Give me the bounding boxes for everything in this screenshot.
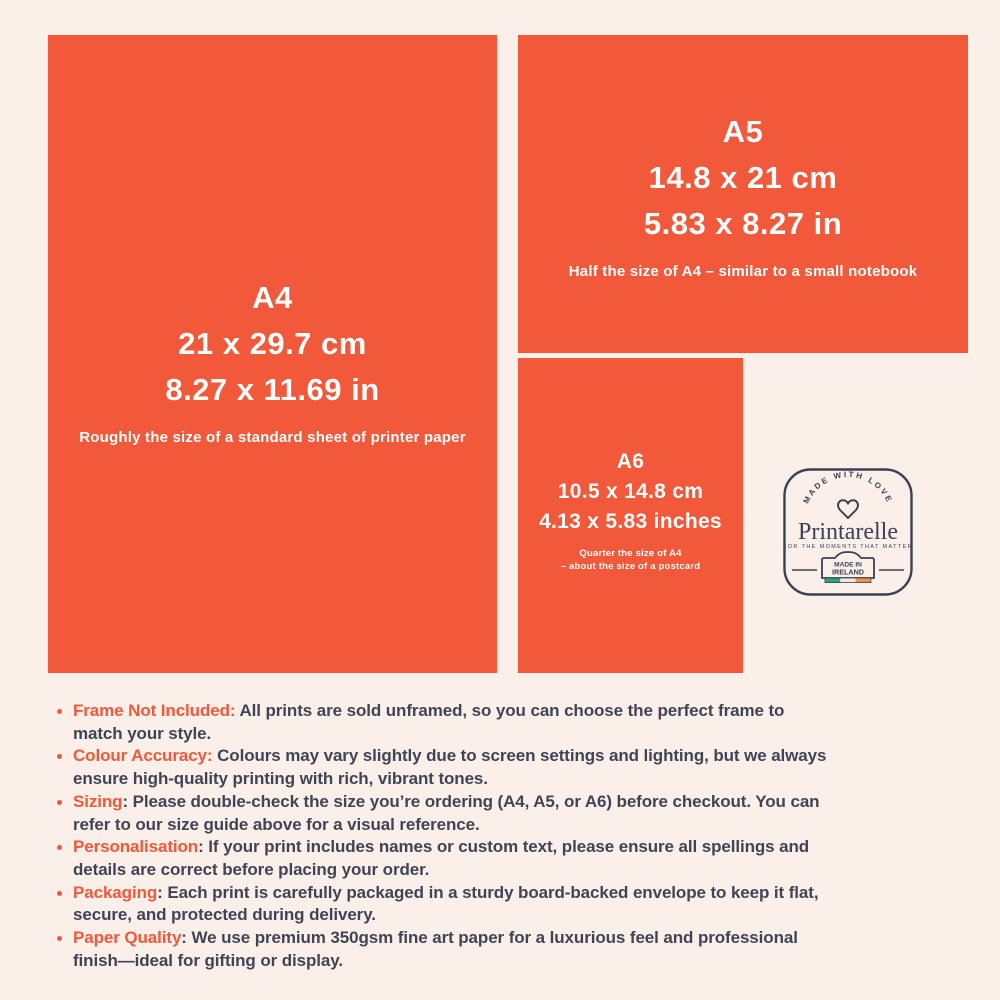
- note-label: Frame Not Included:: [73, 701, 236, 720]
- note-paper-quality: [48, 927, 836, 972]
- a5-dimensions-cm: 14.8 x 21 cm: [648, 159, 838, 195]
- note-sizing: [48, 791, 836, 836]
- logo-tagline: FOR THE MOMENTS THAT MATTER: [783, 544, 913, 550]
- bullet-icon: [57, 891, 62, 896]
- size-card-a6: [518, 358, 743, 673]
- note-body: : Please double-check the size you’re ordering (A4, A5, or A6) before checkout. You can refer to our size guide above for a visual reference.: [73, 791, 820, 834]
- logo-brand-name: Printarelle: [798, 519, 898, 545]
- note-label: Packaging: [73, 882, 158, 902]
- note-body: : If your print includes names or custom text, please ensure all spellings and details are correct before placing your order.: [73, 837, 810, 879]
- note-packaging: [48, 882, 836, 927]
- product-notes-list: [48, 700, 836, 972]
- heart-outline-icon: [838, 500, 858, 518]
- a5-dimensions-in: 5.83 x 8.27 in: [643, 205, 843, 241]
- note-body: All prints are sold unframed, so you can choose the perfect frame to match your style.: [73, 701, 785, 743]
- a6-text-block: [518, 447, 743, 573]
- logo-svg: [783, 468, 913, 596]
- note-body: Colours may vary slightly due to screen settings and lighting, but we always ensure high-quality printing with rich, vibrant tones.: [73, 746, 827, 789]
- note-label: Personalisation: [73, 837, 199, 857]
- a6-description: [518, 547, 743, 573]
- a4-text-block: [48, 275, 497, 446]
- size-card-a5: [518, 35, 968, 353]
- a4-title: A4: [252, 279, 293, 315]
- note-frame-not-included: [48, 700, 836, 745]
- badge-text-line1: MADE IN: [834, 561, 862, 569]
- badge-text-line2: IRELAND: [832, 567, 864, 577]
- printarelle-logo-badge: [783, 468, 913, 596]
- note-label: Colour Accuracy:: [73, 746, 213, 766]
- logo-arc-text: MADE WITH LOVE: [801, 469, 895, 506]
- note-label: Sizing: [73, 791, 123, 811]
- bullet-icon: [57, 754, 62, 759]
- bullet-icon: [57, 845, 62, 850]
- note-personalisation: [48, 836, 836, 881]
- a4-description: Roughly the size of a standard sheet of printer paper: [79, 428, 466, 446]
- size-card-a4: [48, 35, 497, 673]
- a4-dimensions-cm: 21 x 29.7 cm: [178, 325, 367, 361]
- a5-text-block: [518, 109, 968, 280]
- made-in-ireland-badge: [822, 552, 874, 583]
- a6-description-line2: – about the size of a postcard: [560, 560, 701, 572]
- note-body: : We use premium 350gsm fine art paper for a luxurious feel and professional finish—ideal for gifting or display.: [73, 928, 798, 970]
- a6-dimensions-in: 4.13 x 5.83 inches: [539, 509, 722, 533]
- a4-dimensions-in: 8.27 x 11.69 in: [165, 371, 380, 407]
- a6-title: A6: [616, 449, 645, 473]
- bullet-icon: [57, 936, 62, 941]
- note-label: Paper Quality: [73, 928, 182, 948]
- bullet-icon: [57, 800, 62, 805]
- a5-description: Half the size of A4 – similar to a small notebook: [568, 262, 918, 280]
- a6-description-line1: Quarter the size of A4: [579, 547, 682, 559]
- a6-dimensions-cm: 10.5 x 14.8 cm: [557, 479, 704, 503]
- bullet-icon: [57, 709, 62, 714]
- note-colour-accuracy: [48, 745, 836, 790]
- ireland-flag-icon: [825, 578, 871, 583]
- a5-title: A5: [722, 113, 764, 149]
- note-body: : Each print is carefully packaged in a sturdy board-backed envelope to keep it flat, secure, and protected during delivery.: [73, 882, 819, 925]
